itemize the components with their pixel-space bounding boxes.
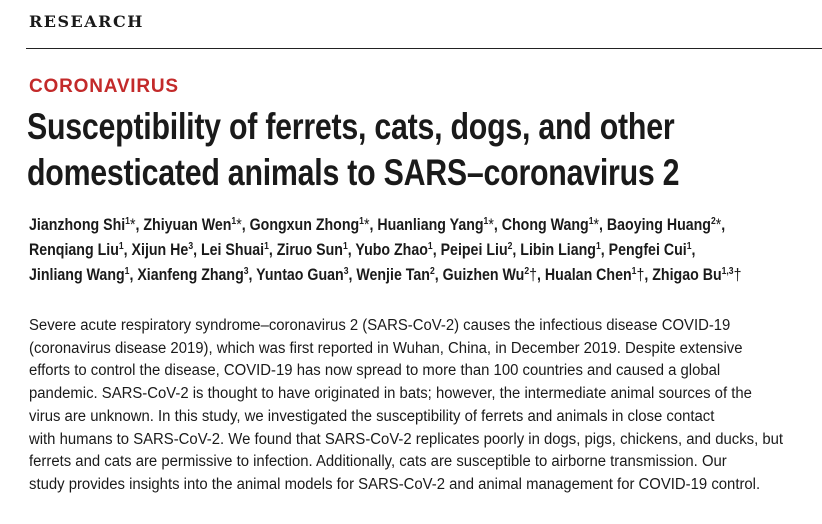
author-separator: , — [347, 241, 356, 259]
author-name: Baoying Huang — [606, 216, 711, 234]
author[interactable] — [545, 266, 644, 284]
topic-label: CORONAVIRUS — [29, 76, 179, 97]
abstract-line: Severe acute respiratory syndrome–coronavirus 2 (SARS-CoV-2) causes the infectious disease COVID-19 — [29, 317, 731, 334]
author-name: Yubo Zhao — [355, 241, 428, 259]
author-affiliation: 1 — [427, 241, 433, 252]
author-line — [29, 263, 742, 288]
author-affiliation: 3 — [343, 266, 349, 277]
author[interactable] — [441, 241, 513, 259]
author-name: Xianfeng Zhang — [137, 266, 244, 284]
author-mark: † — [733, 266, 742, 284]
author[interactable] — [132, 241, 194, 259]
author-affiliation: 1 — [264, 241, 269, 252]
author-separator: , — [537, 266, 545, 284]
author-separator: , — [135, 216, 144, 234]
author[interactable] — [377, 216, 493, 234]
author-mark: † — [529, 266, 538, 284]
abstract-line: study provides insights into the animal models for SARS-CoV-2 and animal management for COVID-19 control. — [29, 475, 761, 493]
author[interactable] — [256, 266, 348, 284]
author-name: Lei Shuai — [200, 241, 265, 259]
author-name: Pengfei Cui — [608, 241, 687, 259]
author-separator: , — [129, 266, 138, 284]
author-separator: , — [432, 241, 441, 259]
author-line — [29, 213, 726, 238]
author-affiliation: 2 — [524, 266, 530, 277]
abstract-line: efforts to control the disease, COVID-19 has now spread to more than 100 countries and caused a global — [29, 362, 721, 380]
author-mark: * — [363, 216, 370, 234]
author-mark: † — [636, 266, 645, 284]
author-separator: , — [644, 266, 653, 284]
author-name: Wenjie Tan — [356, 266, 430, 284]
author-name: Libin Liang — [520, 241, 596, 259]
author-separator: , — [241, 216, 250, 234]
author[interactable] — [355, 241, 432, 259]
author-affiliation: 1 — [231, 216, 237, 227]
author-affiliation: 2 — [429, 266, 435, 277]
author-separator: , — [599, 216, 607, 234]
author-name: Jianzhong Shi — [29, 216, 126, 234]
author-separator: , — [434, 266, 443, 284]
author-separator: , — [193, 241, 201, 259]
author-affiliation: 1 — [342, 241, 348, 252]
author-separator: , — [348, 266, 357, 284]
abstract-line: virus are unknown. In this study, we investigated the susceptibility of ferrets and animals in close contact — [29, 407, 715, 425]
author-affiliation: 1 — [118, 241, 124, 252]
author[interactable] — [143, 216, 241, 234]
title-line: Susceptibility of ferrets, cats, dogs, and other — [27, 106, 675, 147]
author-mark: * — [236, 216, 242, 234]
author[interactable] — [356, 266, 434, 284]
author[interactable] — [137, 266, 248, 284]
author-name: Xijun He — [131, 241, 189, 259]
author-line — [29, 238, 717, 263]
author[interactable] — [502, 216, 599, 234]
author-separator: , — [600, 241, 609, 259]
author[interactable] — [277, 241, 348, 259]
author-affiliation: 1 — [124, 266, 130, 277]
author-affiliation: 2 — [710, 216, 716, 227]
author-separator: , — [691, 241, 696, 259]
author-name: Zhiyuan Wen — [143, 216, 232, 234]
author[interactable] — [29, 266, 129, 284]
author-separator: , — [493, 216, 502, 234]
abstract — [29, 315, 797, 497]
author-name: Huanliang Yang — [377, 216, 484, 234]
author-affiliation: 3 — [188, 241, 194, 252]
header-rule — [26, 48, 822, 49]
author-affiliation: 1 — [595, 241, 601, 252]
author-name: Chong Wang — [501, 216, 589, 234]
author-mark: * — [129, 216, 136, 234]
author-name: Yuntao Guan — [256, 266, 344, 284]
author-affiliation: 1 — [125, 216, 130, 227]
author-name: Ziruo Sun — [276, 241, 343, 259]
author-mark: * — [715, 216, 722, 234]
author-name: Guizhen Wu — [442, 266, 525, 284]
abstract-line: with humans to SARS-CoV-2. We found that SARS-CoV-2 replicates poorly in dogs, pigs, chickens, and ducks, but — [29, 430, 784, 448]
author-affiliation: 1 — [686, 241, 692, 252]
author[interactable] — [607, 216, 721, 234]
author[interactable] — [201, 241, 269, 259]
author-affiliation: 1 — [359, 216, 364, 227]
author[interactable] — [520, 241, 600, 259]
author[interactable] — [250, 216, 370, 234]
author-name: Jinliang Wang — [29, 266, 125, 284]
author-mark: * — [593, 216, 600, 234]
author[interactable] — [443, 266, 537, 284]
author-separator: , — [248, 266, 257, 284]
author-separator: , — [123, 241, 132, 259]
author-mark: * — [488, 216, 494, 234]
author-separator: , — [721, 216, 726, 234]
author-affiliation: 1 — [588, 216, 594, 227]
abstract-line: ferrets and cats are permissive to infection. Additionally, cats are susceptible to airborne transmission. Our — [29, 453, 727, 471]
author-name: Hualan Chen — [544, 266, 632, 284]
author-affiliation: 1 — [483, 216, 489, 227]
author[interactable] — [29, 241, 124, 259]
author-separator: , — [369, 216, 378, 234]
section-label: RESEARCH — [29, 12, 144, 31]
article-title — [27, 104, 680, 196]
author-separator: , — [512, 241, 521, 259]
author[interactable] — [29, 216, 135, 234]
author-affiliation: 2 — [507, 241, 513, 252]
author-affiliation: 1 — [631, 266, 637, 277]
title-line: domesticated animals to SARS–coronavirus 2 — [27, 152, 680, 193]
abstract-line: (coronavirus disease 2019), which was first reported in Wuhan, China, in December 2019. Despite extensive — [29, 339, 743, 357]
author-list — [29, 213, 742, 288]
author-name: Gongxun Zhong — [249, 216, 360, 234]
author-affiliation: 3 — [243, 266, 249, 277]
author[interactable] — [609, 241, 692, 259]
author-name: Zhigao Bu — [652, 266, 722, 284]
author-affiliation: 1,3 — [721, 266, 734, 277]
author-separator: , — [268, 241, 277, 259]
author-name: Renqiang Liu — [29, 241, 119, 259]
abstract-line: pandemic. SARS-CoV-2 is thought to have originated in bats; however, the intermediate animal sources of the — [29, 385, 752, 403]
author[interactable] — [652, 266, 741, 284]
author-name: Peipei Liu — [440, 241, 508, 259]
